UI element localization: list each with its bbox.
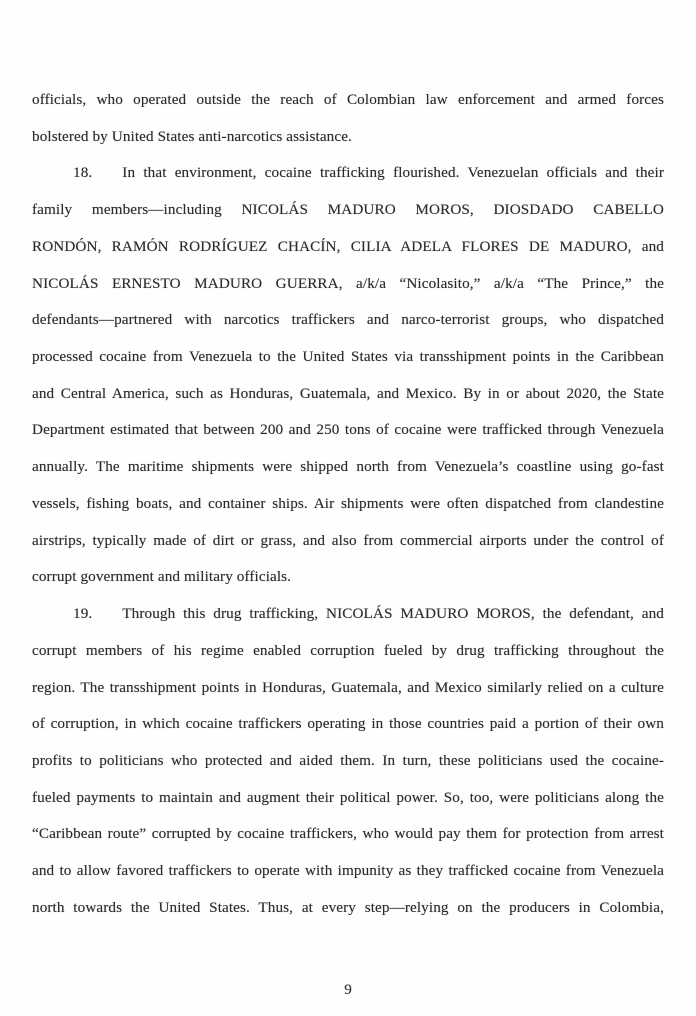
text-line: region. The transshipment points in Honduras, Guatemala, and Mexico similarly relied on a culture: [32, 678, 664, 696]
text-line: corrupt members of his regime enabled corruption fueled by drug trafficking throughout the: [32, 641, 664, 659]
text-line: annually. The maritime shipments were shipped north from Venezuela’s coastline using go-fast: [32, 458, 664, 476]
text-line: RONDÓN, RAMÓN RODRÍGUEZ CHACÍN, CILIA ADELA FLORES DE MADURO, and: [32, 237, 664, 255]
text-line: and to allow favored traffickers to operate with impunity as they trafficked cocaine from Venezuela: [32, 862, 664, 880]
text-line: NICOLÁS ERNESTO MADURO GUERRA, a/k/a “Nicolasito,” a/k/a “The Prince,” the: [32, 274, 664, 292]
text-line: Department estimated that between 200 and 250 tons of cocaine were trafficked through Venezuela: [32, 421, 664, 439]
text-line: officials, who operated outside the reach of Colombian law enforcement and armed forces: [32, 91, 664, 108]
text-line: fueled payments to maintain and augment their political power. So, too, were politicians along the: [32, 788, 664, 806]
text-line: defendants—partnered with narcotics traffickers and narco-terrorist groups, who dispatched: [32, 311, 664, 329]
paragraph-continuation: [32, 82, 664, 155]
text-line: [32, 596, 664, 633]
text-line: profits to politicians who protected and aided them. In turn, these politicians used the cocaine-: [32, 751, 664, 769]
text-line: bolstered by United States anti-narcotics assistance.: [32, 127, 352, 145]
text-line: “Caribbean route” corrupted by cocaine traffickers, who would pay them for protection from arrest: [32, 825, 664, 843]
document-body-text: [32, 82, 664, 927]
text-line: family members—including NICOLÁS MADURO MOROS, DIOSDADO CABELLO: [32, 201, 664, 219]
text-line: and Central America, such as Honduras, Guatemala, and Mexico. By in or about 2020, the State: [32, 384, 664, 402]
page-number: 9: [344, 981, 352, 998]
paragraph-first-line-text: Through this drug trafficking, NICOLÁS MADURO MOROS, the defendant, and: [122, 605, 664, 623]
text-line: north towards the United States. Thus, at every step—relying on the producers in Colombia,: [32, 898, 664, 916]
text-line: of corruption, in which cocaine traffickers operating in those countries paid a portion of their own: [32, 715, 664, 733]
paragraph-18: [32, 155, 664, 596]
text-line: [32, 155, 664, 192]
text-line: vessels, fishing boats, and container ships. Air shipments were often dispatched from clandestine: [32, 494, 664, 512]
paragraph-number: 18.: [73, 164, 93, 182]
paragraph-number: 19.: [73, 605, 93, 623]
paragraph-19: [32, 596, 664, 926]
text-line: processed cocaine from Venezuela to the United States via transshipment points in the Caribbean: [32, 348, 664, 366]
paragraph-first-line-text: In that environment, cocaine trafficking flourished. Venezuelan officials and their: [122, 164, 664, 182]
text-line: airstrips, typically made of dirt or grass, and also from commercial airports under the control of: [32, 531, 664, 549]
text-line: corrupt government and military officials.: [32, 568, 292, 586]
